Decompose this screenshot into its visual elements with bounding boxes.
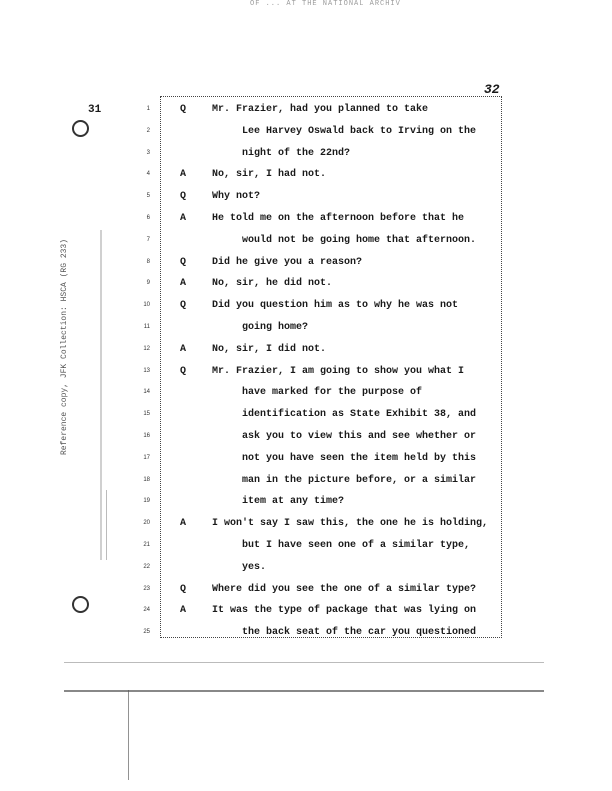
side-page-number: 31 xyxy=(88,104,102,116)
transcript-line-text: identification as State Exhibit 38, and xyxy=(242,409,477,420)
line-number: 17 xyxy=(143,455,150,461)
transcript-line-text: Where did you see the one of a similar type? xyxy=(212,584,477,595)
transcript-line-text: No, sir, I did not. xyxy=(212,344,327,355)
line-number: 2 xyxy=(146,128,150,134)
speaker-label: A xyxy=(180,605,187,616)
transcript-line-text: Why not? xyxy=(212,191,261,202)
line-number: 11 xyxy=(143,324,150,330)
line-number: 5 xyxy=(146,193,150,199)
line-number: 24 xyxy=(143,607,150,613)
line-number: 22 xyxy=(143,564,150,570)
line-number: 18 xyxy=(143,477,150,483)
transcript-line-text: item at any time? xyxy=(242,496,345,507)
line-number: 25 xyxy=(143,629,150,635)
transcript-line-text: It was the type of package that was lying on xyxy=(212,605,477,616)
line-number: 20 xyxy=(143,520,150,526)
bottom-rule-faint xyxy=(64,662,544,663)
transcript-line-text: not you have seen the item held by this xyxy=(242,453,477,464)
transcript-line-text: I won't say I saw this, the one he is holding, xyxy=(212,518,489,529)
transcript-line-text: yes. xyxy=(242,562,267,573)
speaker-label: Q xyxy=(180,584,187,595)
line-number: 14 xyxy=(143,389,150,395)
speaker-label: Q xyxy=(180,257,187,268)
corner-page-number: 32 xyxy=(484,82,500,97)
line-number: 3 xyxy=(146,150,150,156)
line-number: 8 xyxy=(146,259,150,265)
bottom-rule xyxy=(64,690,544,692)
transcript-line-text: night of the 22nd? xyxy=(242,148,351,159)
transcript-line-text: Did you question him as to why he was not xyxy=(212,300,459,311)
transcript-line-text: Did he give you a reason? xyxy=(212,257,363,268)
line-number: 19 xyxy=(143,498,150,504)
line-number: 16 xyxy=(143,433,150,439)
transcript-line-text: Lee Harvey Oswald back to Irving on the xyxy=(242,126,477,137)
line-number: 1 xyxy=(146,106,150,112)
speaker-label: Q xyxy=(180,300,187,311)
line-number: 4 xyxy=(146,171,150,177)
transcript-line-text: No, sir, he did not. xyxy=(212,278,333,289)
transcript-line-text: but I have seen one of a similar type, xyxy=(242,540,471,551)
punch-hole-top xyxy=(72,120,89,137)
line-number: 15 xyxy=(143,411,150,417)
line-number: 9 xyxy=(146,280,150,286)
line-number: 13 xyxy=(143,368,150,374)
punch-hole-bottom xyxy=(72,596,89,613)
transcript-line-text: No, sir, I had not. xyxy=(212,169,327,180)
speaker-label: A xyxy=(180,344,187,355)
transcript-line-text: Mr. Frazier, I am going to show you what I xyxy=(212,366,465,377)
margin-scan-mark-2 xyxy=(106,490,107,560)
line-number: 10 xyxy=(143,302,150,308)
transcript-line-text: man in the picture before, or a similar xyxy=(242,475,477,486)
line-number: 7 xyxy=(146,237,150,243)
transcript-line-text: going home? xyxy=(242,322,309,333)
line-number: 23 xyxy=(143,586,150,592)
speaker-label: A xyxy=(180,278,187,289)
speaker-label: A xyxy=(180,518,187,529)
vertical-reference-note: Reference copy, JFK Collection: HSCA (RG 233) xyxy=(60,238,69,455)
line-number: 21 xyxy=(143,542,150,548)
speaker-label: Q xyxy=(180,191,187,202)
speaker-label: A xyxy=(180,213,187,224)
transcript-line-text: the back seat of the car you questioned xyxy=(242,627,477,638)
line-number: 12 xyxy=(143,346,150,352)
transcript-line-text: have marked for the purpose of xyxy=(242,387,423,398)
margin-pen-line xyxy=(128,690,129,780)
transcript-line-text: ask you to view this and see whether or xyxy=(242,431,477,442)
transcript-line-text: Mr. Frazier, had you planned to take xyxy=(212,104,429,115)
speaker-label: A xyxy=(180,169,187,180)
line-number: 6 xyxy=(146,215,150,221)
speaker-label: Q xyxy=(180,366,187,377)
margin-scan-mark xyxy=(100,230,102,560)
transcript-line-text: would not be going home that afternoon. xyxy=(242,235,477,246)
transcript-line-text: He told me on the afternoon before that he xyxy=(212,213,465,224)
speaker-label: Q xyxy=(180,104,187,115)
archive-header-stamp: OF ... AT THE NATIONAL ARCHIV xyxy=(250,0,401,8)
